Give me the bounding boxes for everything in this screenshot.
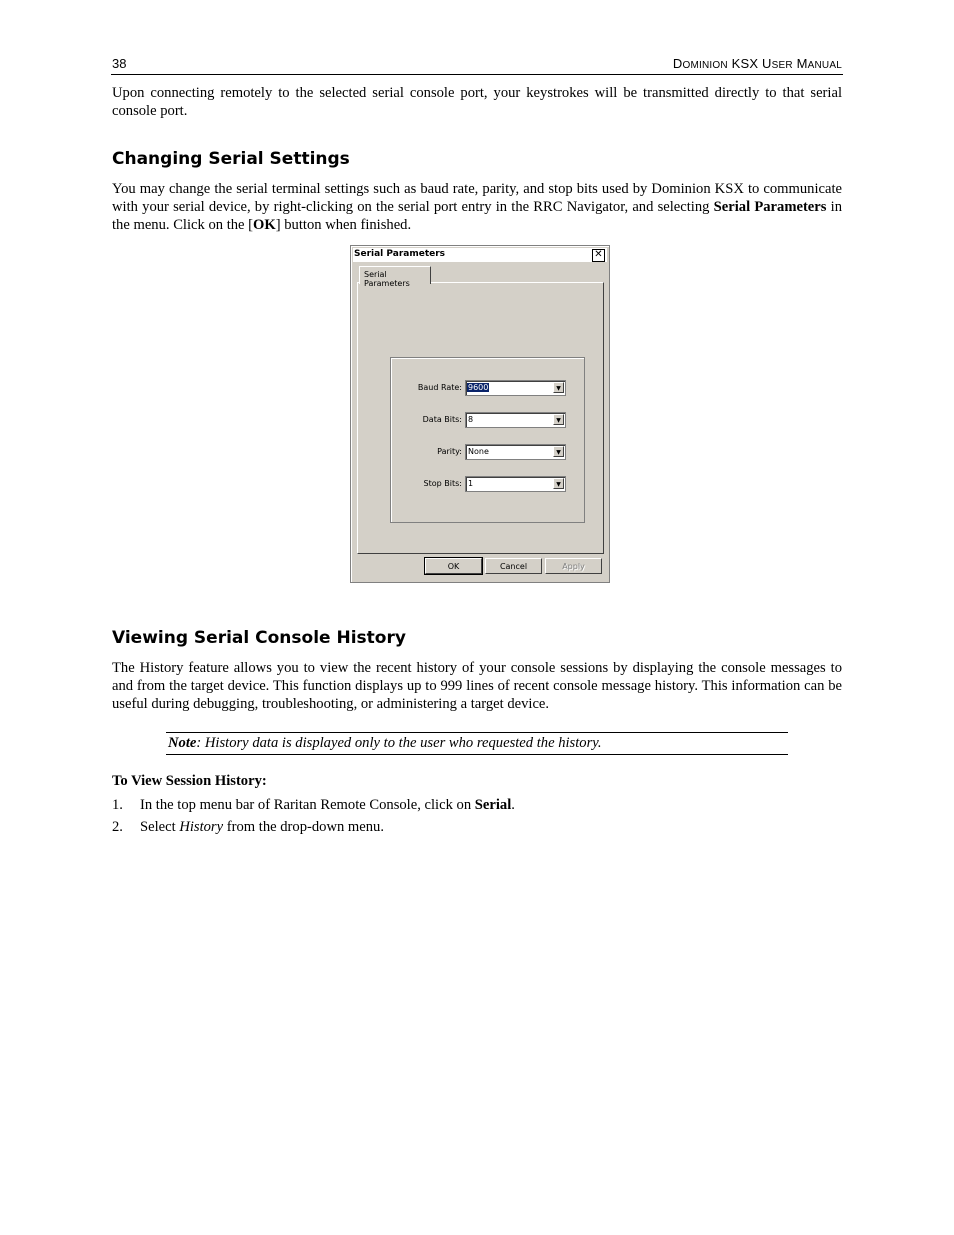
baud-rate-row (391, 380, 584, 396)
chevron-down-icon[interactable]: ▼ (553, 382, 564, 393)
tab-panel (357, 282, 604, 554)
list-item: 2. Select History from the drop-down menu. (112, 819, 384, 835)
baud-rate-value: 9600 (468, 383, 489, 392)
baud-rate-select[interactable] (465, 380, 566, 396)
data-bits-select[interactable] (465, 412, 566, 428)
heading-changing-serial-settings: Changing Serial Settings (112, 149, 350, 169)
dialog-title: Serial Parameters (354, 249, 446, 259)
apply-button[interactable]: Apply (545, 558, 602, 574)
list-item: 1. In the top menu bar of Raritan Remote Console, click on Serial. (112, 797, 515, 813)
stop-bits-value: 1 (468, 479, 474, 488)
stop-bits-label: Stop Bits: (423, 479, 462, 488)
close-icon[interactable]: ✕ (592, 249, 605, 262)
baud-rate-label: Baud Rate: (417, 383, 462, 392)
page-number: 38 (112, 56, 127, 71)
parity-value: None (468, 447, 489, 456)
note-text: Note: History data is displayed only to the user who requested the history. (168, 735, 602, 751)
manual-title: DOMINION KSX USER MANUAL (672, 56, 842, 71)
chevron-down-icon[interactable]: ▼ (553, 446, 564, 457)
dialog-titlebar (353, 248, 607, 262)
stop-bits-row (391, 476, 584, 492)
heading-viewing-serial-console-history: Viewing Serial Console History (112, 628, 406, 648)
data-bits-value: 8 (468, 415, 474, 424)
ok-button[interactable]: OK (425, 558, 482, 574)
note-box (166, 732, 788, 755)
serial-settings-paragraph: You may change the serial terminal settings such as baud rate, parity, and stop bits used by Dominion KSX to communicate with your serial device, by right-clicking on the serial port entry in the RRC Navigator, and selecting Serial Parameters in the menu. Click on the [OK] button when finished. (112, 181, 843, 233)
stop-bits-select[interactable] (465, 476, 566, 492)
intro-paragraph: Upon connecting remotely to the selected serial console port, your keystrokes will be transmitted directly to that serial console port. (112, 85, 842, 119)
serial-parameters-dialog (350, 245, 610, 583)
data-bits-row (391, 412, 584, 428)
data-bits-label: Data Bits: (422, 415, 462, 424)
chevron-down-icon[interactable]: ▼ (553, 478, 564, 489)
cancel-button[interactable]: Cancel (485, 558, 542, 574)
tab-label: Serial Parameters (364, 270, 410, 288)
subheading-view-session-history: To View Session History: (112, 773, 267, 789)
page-header (111, 54, 843, 75)
parity-row (391, 444, 584, 460)
history-paragraph: The History feature allows you to view the recent history of your console sessions by displaying the console messages to and from the target device. This function displays up to 999 lines of recent console message history. This information can be useful during debugging, troubleshooting, or administering a target device. (112, 660, 842, 712)
tab-serial-parameters[interactable] (359, 266, 431, 288)
settings-group (390, 357, 585, 523)
parity-label: Parity: (437, 447, 462, 456)
chevron-down-icon[interactable]: ▼ (553, 414, 564, 425)
parity-select[interactable] (465, 444, 566, 460)
